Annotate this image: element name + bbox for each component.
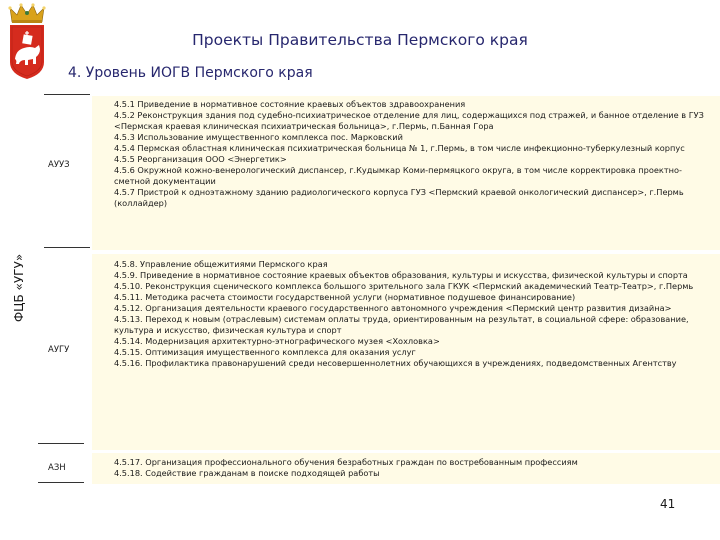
list-item: 4.5.5 Реорганизация ООО <Энергетик> [114,154,287,164]
side-label [4,95,34,481]
list-item: 4.5.3 Использование имущественного комплекса пос. Марковский [114,132,403,142]
group-auuz-items [114,99,714,209]
page-title: Проекты Правительства Пермского края [192,31,528,49]
list-item: 4.5.7 Пристрой к одноэтажному зданию радиологического корпуса ГУЗ <Пермский краевой онкологический диспансер>, г.Пермь (коллайдер) [114,187,684,208]
side-label-text: ФЦБ «УГУ» [12,253,26,323]
list-item: 4.5.10. Реконструкция сценического комплекса большого зрительного зала ГКУК <Пермский академический Театр-Театр>, г.Пермь [114,281,694,291]
page-number: 41 [660,497,676,511]
group-label-auuz: АУУЗ [48,160,70,170]
list-item: 4.5.11. Методика расчета стоимости государственной услуги (нормативное подушевое финансирование) [114,292,576,302]
divider [44,94,90,95]
list-item: 4.5.4 Пермская областная клиническая психиатрическая больница № 1, г.Пермь, в том числе инфекционно-туберкулезный корпус [114,143,685,153]
group-label-augu: АУГУ [48,345,70,355]
group-augu-items [114,259,714,369]
group-label-azn: АЗН [48,463,66,473]
group-azn-items [114,457,714,479]
list-item: 4.5.18. Содействие гражданам в поиске подходящей работы [114,468,380,478]
list-item: 4.5.8. Управление общежитиями Пермского края [114,259,328,269]
list-item: 4.5.16. Профилактика правонарушений среди несовершеннолетних обучающихся в учреждениях, подведомственных Агентству [114,358,677,368]
page-subtitle: 4. Уровень ИОГВ Пермского края [68,65,313,81]
list-item: 4.5.15. Оптимизация имущественного комплекса для оказания услуг [114,347,416,357]
list-item: 4.5.9. Приведение в нормативное состояние краевых объектов образования, культуры и искусства, физической культуры и спорта [114,270,688,280]
list-item: 4.5.1 Приведение в нормативное состояние краевых объектов здравоохранения [114,99,466,109]
divider [38,482,84,483]
list-item: 4.5.14. Модернизация архитектурно-этнографического музея <Хохловка> [114,336,440,346]
divider [44,247,90,248]
perm-krai-coat-of-arms-icon [6,2,48,80]
list-item: 4.5.12. Организация деятельности краевого государственного автономного учреждения <Пермский центр развития дизайна> [114,303,672,313]
list-item: 4.5.13. Переход к новым (отраслевым) системам оплаты труда, ориентированным на результат, в социальной сфере: образование, культура и искусство, физическая культура и спорт [114,314,689,335]
list-item: 4.5.2 Реконструкция здания под судебно-психиатрическое отделение для лиц, содержащихся под стражей, и банное отделение в ГУЗ <Пермская краевая клиническая психиатрическая больница>, г.Пермь, п.Банная Гора [114,110,704,131]
list-item: 4.5.6 Окружной кожно-венерологический диспансер, г.Кудымкар Коми-пермяцкого округа, в том числе корректировка проектно-сметной документации [114,165,682,186]
crown-icon [8,3,45,23]
list-item: 4.5.17. Организация профессионального обучения безработных граждан по востребованным профессиям [114,457,578,467]
divider [38,443,84,444]
